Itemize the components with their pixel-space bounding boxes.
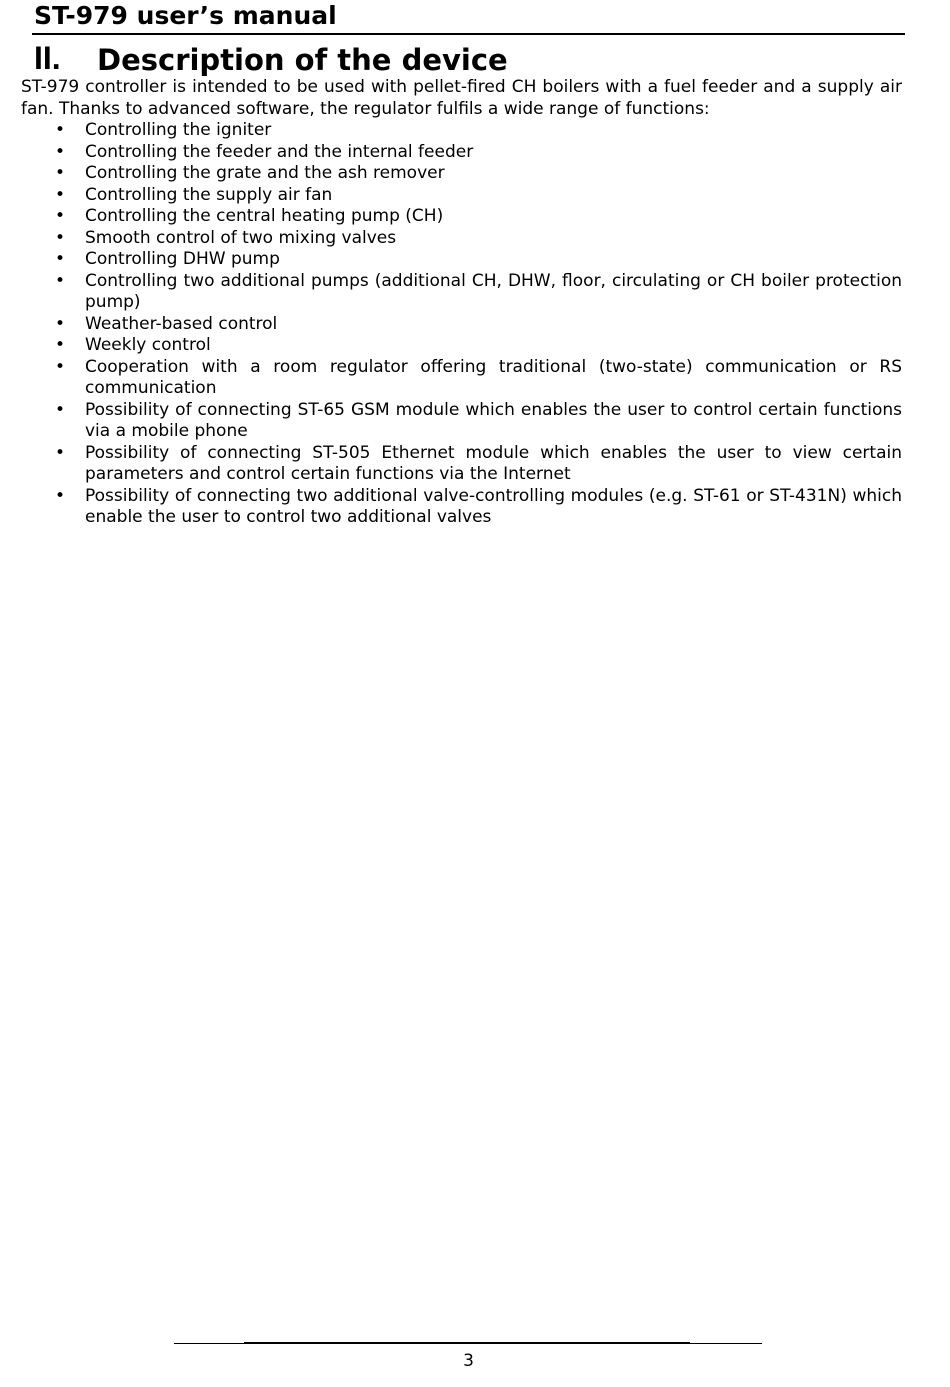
feature-list-item: [21, 443, 902, 486]
feature-text: Possibility of connecting ST-505 Ethernet module which enables the user to view certain parameters and control certain functions via the Internet: [85, 442, 902, 484]
bullet-icon: •: [55, 485, 66, 506]
feature-text: Controlling the grate and the ash remover: [85, 163, 445, 183]
feature-text: Possibility of connecting two additional valve-controlling modules (e.g. ST-61 or ST-431N) which enable the user to control two additional valves: [85, 485, 902, 527]
feature-text: Weather-based control: [85, 313, 278, 334]
feature-list-item: [21, 185, 902, 207]
feature-text: Controlling the feeder and the internal feeder: [85, 141, 474, 162]
feature-list-item: [21, 142, 902, 164]
feature-list-item: [21, 335, 902, 357]
feature-list-item: [21, 271, 902, 314]
section-number: II.: [34, 40, 61, 76]
feature-text: Controlling the supply air fan: [85, 184, 333, 205]
feature-list-item: [21, 400, 902, 443]
feature-list-item: [21, 314, 902, 336]
page-number: 3: [463, 1351, 474, 1371]
footer-rule: [174, 1343, 762, 1344]
bullet-icon: •: [55, 356, 66, 377]
bullet-icon: •: [55, 227, 66, 248]
bullet-icon: •: [55, 184, 66, 205]
section-title: Description of the device: [97, 43, 508, 77]
feature-text: Cooperation with a room regulator offering traditional (two-state) communication or RS communication: [85, 356, 902, 398]
feature-text: Possibility of connecting ST-65 GSM module which enables the user to control certain functions via a mobile phone: [85, 399, 902, 441]
feature-text: Weekly control: [85, 335, 211, 355]
page-header: [32, 0, 905, 35]
bullet-icon: •: [55, 249, 66, 269]
feature-list-item: [21, 357, 902, 400]
footer-rule-segment: [244, 1342, 690, 1343]
manual-title: ST-979 user’s manual: [34, 1, 337, 30]
feature-text: Controlling the central heating pump (CH): [85, 206, 444, 226]
feature-text: Controlling the igniter: [85, 120, 272, 140]
bullet-icon: •: [55, 442, 66, 463]
feature-list-item: [21, 206, 902, 228]
bullet-icon: •: [55, 163, 66, 183]
bullet-icon: •: [55, 206, 66, 226]
intro-paragraph: ST-979 controller is intended to be used with pellet-fired CH boilers with a fuel feeder and a supply air fan. Thanks to advanced software, the regulator fulfils a wide range of functions:: [21, 77, 902, 119]
feature-text: Controlling DHW pump: [85, 249, 280, 269]
bullet-icon: •: [55, 141, 66, 162]
feature-list-item: [21, 228, 902, 250]
bullet-icon: •: [55, 120, 66, 140]
feature-list-item: [21, 163, 902, 185]
bullet-icon: •: [55, 335, 66, 355]
feature-list-item: [21, 486, 902, 529]
feature-list-item: [21, 120, 902, 142]
bullet-icon: •: [55, 313, 66, 334]
feature-list-item: [21, 249, 902, 271]
feature-text: Controlling two additional pumps (additional CH, DHW, floor, circulating or CH boiler protection pump): [85, 270, 902, 312]
feature-text: Smooth control of two mixing valves: [85, 227, 397, 248]
bullet-icon: •: [55, 399, 66, 420]
bullet-icon: •: [55, 270, 66, 291]
feature-list: [21, 120, 902, 529]
